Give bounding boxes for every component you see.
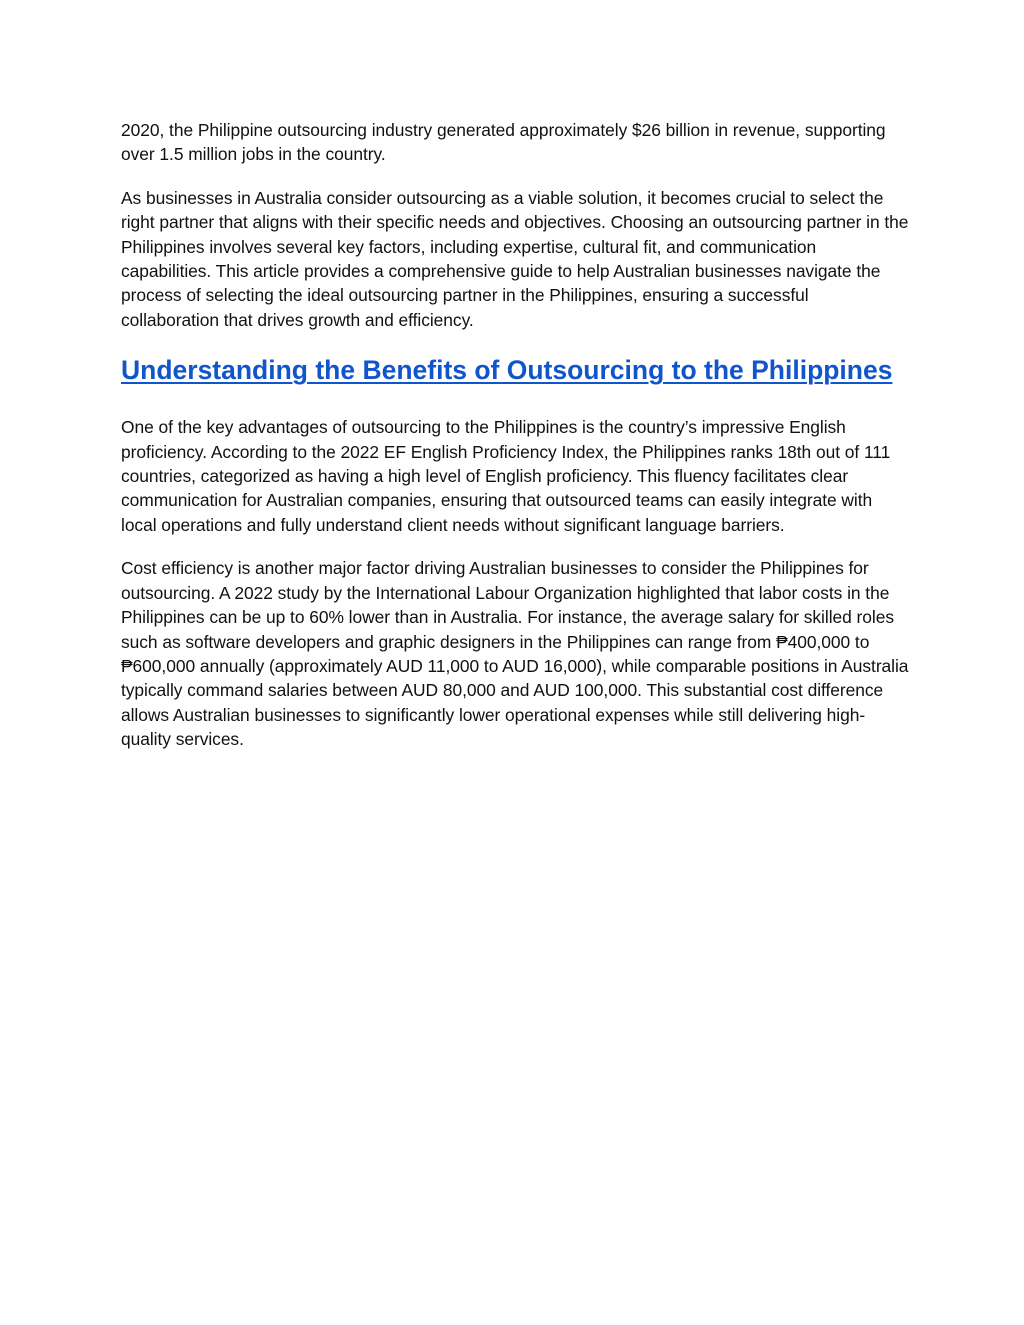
paragraph-industry-revenue: 2020, the Philippine outsourcing industry generated approximately $26 billion in revenue, supporting over 1.5 million jobs in the country.: [121, 120, 886, 165]
document-body: [121, 118, 911, 771]
paragraph-cost-efficiency: Cost efficiency is another major factor driving Australian businesses to consider the Philippines for outsourcing. A 2022 study by the International Labour Organization highlighted that labor costs in the Philippines can be up to 60% lower than in Australia. For instance, the average salary for skilled roles such as software developers and graphic designers in the Philippines can range from ₱400,000 to ₱600,000 annually (approximately AUD 11,000 to AUD 16,000), while comparable positions in Australia typically command salaries between AUD 80,000 and AUD 100,000. This substantial cost difference allows Australian businesses to significantly lower operational expenses while still delivering high-quality services.: [121, 558, 909, 750]
section-heading-link[interactable]: Understanding the Benefits of Outsourcing to the Philippines: [121, 355, 893, 386]
paragraph-choosing-partner: As businesses in Australia consider outsourcing as a viable solution, it becomes crucial to select the right partner that aligns with their specific needs and objectives. Choosing an outsourcing partner in the Philippines involves several key factors, including expertise, cultural fit, and communication capabilities. This article provides a comprehensive guide to help Australian businesses navigate the process of selecting the ideal outsourcing partner in the Philippines, ensuring a successful collaboration that drives growth and efficiency.: [121, 187, 909, 330]
section-heading: [121, 351, 911, 389]
paragraph-english-proficiency: One of the key advantages of outsourcing to the Philippines is the country’s impressive English proficiency. According to the 2022 EF English Proficiency Index, the Philippines ranks 18th out of 111 countries, categorized as having a high level of English proficiency. This fluency facilitates clear communication for Australian companies, ensuring that outsourced teams can easily integrate with local operations and fully understand client needs without significant language barriers.: [121, 417, 891, 535]
